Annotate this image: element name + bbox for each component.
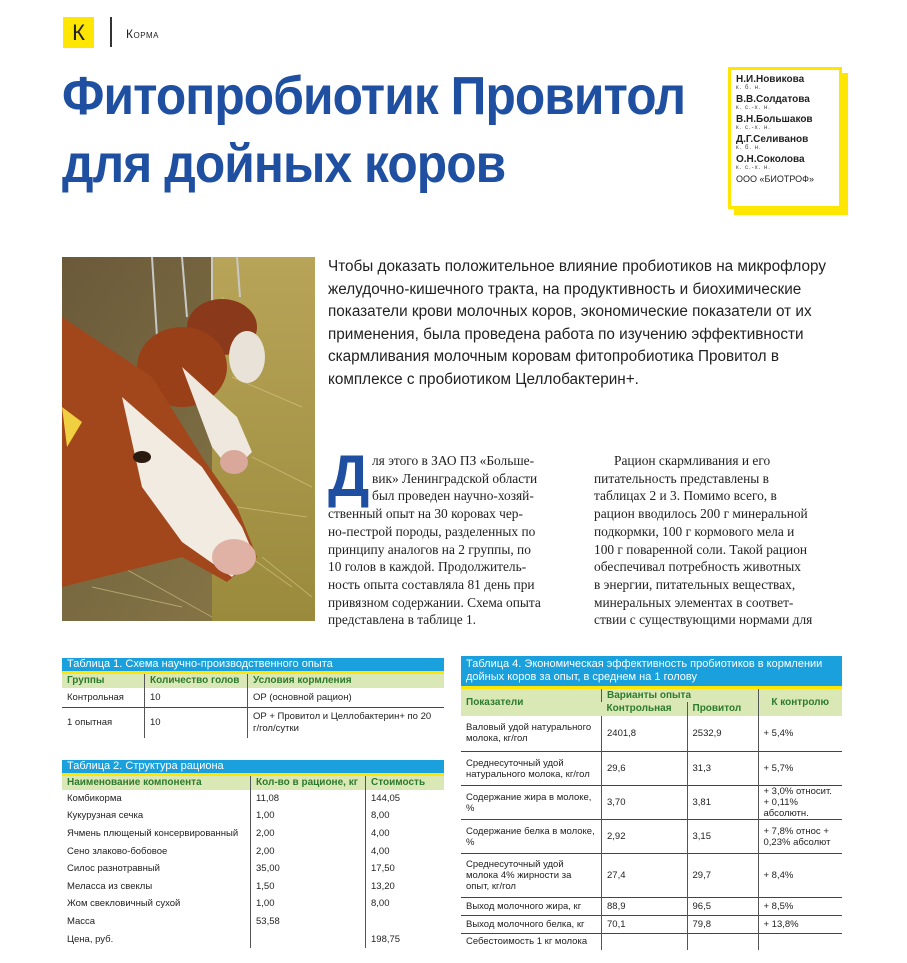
title-line-1: Фитопробиотик Провитол [62,66,686,126]
table-cell: 198,75 [366,930,445,948]
body-line: 10 голов в каждой. Продолжитель- [328,559,527,575]
table-cell: + 13,8% [758,916,842,934]
table-row [62,877,444,895]
table-cell: 53,58 [251,913,366,931]
table-cell: 144,05 [366,790,445,808]
table-cell: + 8,5% [758,898,842,916]
table-cell: 2,00 [251,842,366,860]
table-cell: 29,6 [602,752,688,786]
article-title [62,62,685,198]
body-line: ствии с существующими нормами для [594,612,813,628]
body-line: рацион вводилось 200 г минеральной [594,506,808,522]
table-cell: 1,00 [251,807,366,825]
table-cell: Среднесуточный удой натурального молока, кг/гол [466,757,590,780]
authors-list [736,74,814,184]
table-row [62,842,444,860]
table-cell: Сено злаково-бобовое [67,845,168,857]
table-cell: Кукурузная сечка [67,810,144,822]
body-line: подкормки, 100 г кормового мела и [594,523,795,539]
body-column-1 [328,452,573,629]
table-cell: 13,20 [366,877,445,895]
table-row [62,688,444,708]
author-degree: к. б. н. [736,145,762,151]
table-row [62,860,444,878]
table-cell [251,930,366,948]
table-cell: + 5,7% [758,752,842,786]
body-line: ственный опыт на 30 коровах чер- [328,506,523,522]
table-cell: 2532,9 [687,716,758,752]
table-cell: Силос разнотравный [67,863,160,875]
body-line: минеральных элементах в соответ- [594,594,794,610]
table-row [62,708,444,738]
cows-illustration [62,257,315,621]
author-degree: к. б. н. [736,85,762,91]
author-name: В.Н.Большаков [736,114,813,125]
table-cell: Выход молочного белка, кг [466,919,585,930]
table-cell [687,934,758,950]
table-cell: 11,08 [251,790,366,808]
cows-photo [62,257,315,621]
table-cell: 2,92 [602,820,688,854]
table-cell: 3,81 [687,786,758,820]
body-line: Рацион скармливания и его [614,453,771,468]
table-cell [602,934,688,950]
table-row [461,854,842,898]
table-cell [366,913,445,931]
table-1-header: Группы [67,675,105,687]
table-cell: Ячмень плющеный консервированный [67,827,239,839]
body-line: был проведен научно-хозяй- [372,488,534,504]
table-cell: 3,70 [602,786,688,820]
table-cell: 10 [145,688,248,708]
table-cell: + 8,4% [758,854,842,898]
table-row [62,825,444,843]
table-2-header: Стоимость [366,775,445,790]
section-badge: К [63,17,94,48]
table-cell: + 7,8% относ + 0,23% абсолют [758,820,842,854]
authors-box [728,67,842,209]
table-1-caption: Таблица 1. Схема научно-производственного опыта [62,658,444,673]
table-cell: 2,00 [251,825,366,843]
table-cell: Масса [67,915,96,927]
table-4-header-control: Контрольная [606,703,672,714]
table-row [461,752,842,786]
table-cell: 8,00 [366,895,445,913]
table-4-header-tocontrol: К контролю [758,688,842,716]
table-cell: 10 [145,708,248,738]
table-cell: 29,7 [687,854,758,898]
table-4 [461,656,842,950]
table-cell: 17,50 [366,860,445,878]
table-row [461,786,842,820]
table-row [461,716,842,752]
author-degree: к. с.-х. н. [736,165,771,171]
table-2-header: Наименование компонента [67,777,202,789]
body-line: ля этого в ЗАО ПЗ «Больше- [372,453,535,468]
table-cell: 4,00 [366,842,445,860]
table-4-caption: Таблица 4. Экономическая эффективность пробиотиков в кормлении дойных коров за опыт, в среднем на 1 голову [461,656,842,688]
table-cell: 27,4 [602,854,688,898]
table-cell: Себестоимость 1 кг молока [466,936,588,948]
table-cell: Контрольная [67,691,124,703]
table-cell: 2401,8 [602,716,688,752]
table-row [461,820,842,854]
table-cell: 31,3 [687,752,758,786]
table-cell: 70,1 [602,916,688,934]
table-2-header: Кол-во в рационе, кг [251,775,366,790]
table-cell: ОР (основной рацион) [248,688,445,708]
table-1-header: Условия кормления [248,673,445,688]
table-cell: 1,50 [251,877,366,895]
table-cell: 4,00 [366,825,445,843]
author-degree: к. с.-х. н. [736,105,771,111]
body-line: вик» Ленинградской области [372,470,538,486]
table-4-header-indicator: Показатели [466,696,524,708]
table-row [62,807,444,825]
table-1 [62,658,444,738]
section-name: Корма [126,27,159,41]
table-2-caption: Таблица 2. Структура рациона [62,760,444,775]
table-cell: Валовый удой натурального молока, кг/гол [466,722,592,745]
table-4-header-variants: Варианты опыта [602,688,759,702]
lead-paragraph: Чтобы доказать положительное влияние пробиотиков на микрофлору желудочно-кишечного тракта, на продуктивность и биохимические показатели крови молочных коров, экономические показатели от их применения, была проведена работа по изучению эффективности скармливания молочным коровам фитопробиотика Провитол в комплексе с пробиотиком Целлобактерин+. [328,258,827,388]
table-2 [62,760,444,948]
author-name: О.Н.Соколова [736,154,805,165]
table-cell: 35,00 [251,860,366,878]
table-row [461,898,842,916]
table-cell: 88,9 [602,898,688,916]
table-cell: 96,5 [687,898,758,916]
table-cell: 1 опытная [67,717,113,729]
table-row [62,790,444,808]
body-line: питательность представлены в [594,470,769,486]
body-line: ность опыта составляла 81 день при [328,576,535,592]
author-name: В.В.Солдатова [736,94,810,105]
drop-cap: Д [328,444,370,509]
body-line: принципу аналогов на 2 группы, по [328,541,531,557]
body-line: таблицах 2 и 3. Помимо всего, в [594,488,777,504]
table-cell: 79,8 [687,916,758,934]
body-line: представлена в таблице 1. [328,612,477,628]
table-row [461,934,842,950]
table-cell: Цена, руб. [67,933,114,945]
body-column-2 [594,452,842,629]
table-1-header: Количество голов [145,673,248,688]
author-organization: ООО «БИОТРОФ» [736,174,815,184]
author-name: Н.И.Новикова [736,74,805,85]
author-name: Д.Г.Селиванов [736,134,809,145]
body-line: в энергии, питательных веществах, [594,576,796,592]
table-row [461,916,842,934]
table-row [62,895,444,913]
table-cell: 3,15 [687,820,758,854]
table-row [62,913,444,931]
body-line: обеспечивал потребность животных [594,559,801,575]
body-line: привязном содержании. Схема опыта [328,594,541,610]
table-cell: Содержание белка в молоке, % [466,825,595,848]
header-divider [110,17,112,47]
table-cell: + 3,0% относит. + 0,11% абсолютн. [758,786,842,820]
body-line: 100 г поваренной соли. Такой рацион [594,541,808,557]
table-cell: Содержание жира в молоке, % [466,791,592,814]
table-cell: 8,00 [366,807,445,825]
table-cell: ОР + Провитол и Целлобактерин+ по 20 г/гол/сутки [248,708,445,738]
table-row [62,930,444,948]
table-4-header-provitol: Провитол [687,702,758,716]
table-cell: Среднесуточный удой молока 4% жирности за опыт, кг/гол [466,859,572,892]
title-line-2: для дойных коров [62,134,506,194]
author-degree: к. с.-х. н. [736,125,771,131]
table-cell: + 5,4% [758,716,842,752]
table-cell: Жом свекловичный сухой [67,898,181,910]
table-cell: 1,00 [251,895,366,913]
body-line: но-пестрой породы, разделенных по [328,523,536,539]
table-cell: Меласса из свеклы [67,880,153,892]
table-cell: Комбикорма [67,792,122,804]
table-cell [758,934,842,950]
table-cell: Выход молочного жира, кг [466,901,582,912]
